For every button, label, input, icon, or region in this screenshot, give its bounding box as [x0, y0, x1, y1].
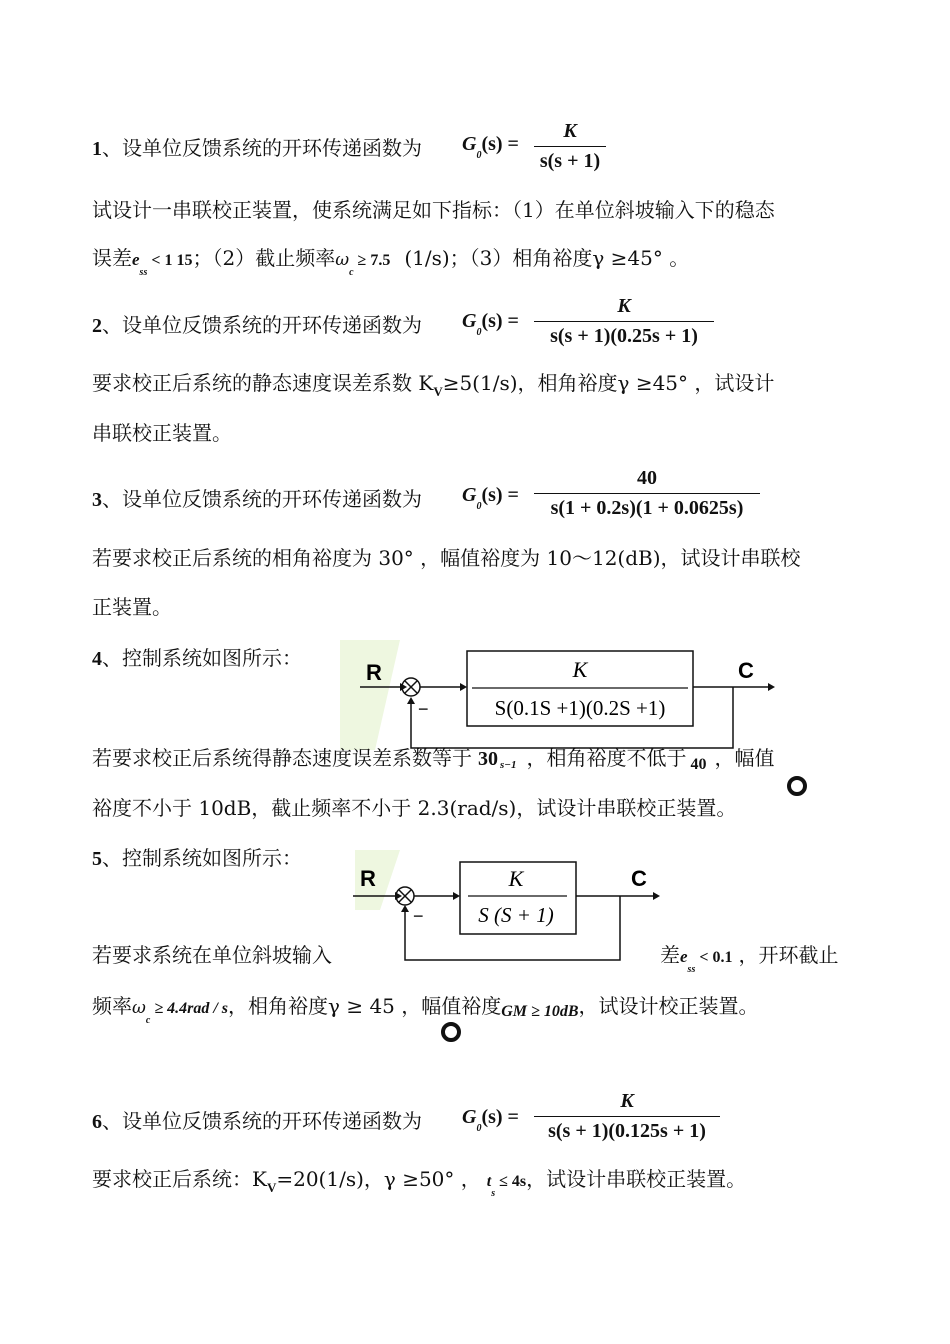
problem-6-header: 6、设单位反馈系统的开环传递函数为 [92, 1109, 422, 1133]
transfer-function-lhs: $G_0(s)$ = [462, 484, 519, 512]
problem-text-line: 要求校正后系统的静态速度误差系数 $K_V\ge 5(1/s)$，相角裕度γ ≥45° ，试设计 [92, 371, 775, 399]
problem-2-header: 2、设单位反馈系统的开环传递函数为 [92, 313, 422, 337]
block-diagram-5 [345, 850, 665, 968]
problem-text-line: 若要求校正后系统的相角裕度为 30° ，幅值裕度为 10～12(dB)，试设计串联校 [92, 546, 801, 570]
degree-symbol-mark [441, 1022, 461, 1042]
problem-text-line: 频率$\omega_c\ge 4.4rad / s$，相角裕度γ ≥ 45 ，幅值裕度GM ≥ 10dB，试设计校正装置。 [92, 994, 759, 1026]
transfer-function-fraction: 40 s(1 + 0.2s)(1 + 0.0625s) [534, 467, 760, 520]
problem-text-line: 误差$e_{ss}< 1$ 15；（2）截止频率$\omega_c\ge 7.5$ (1/s)；（3）相角裕度γ ≥45° 。 [92, 246, 690, 278]
diagram-shading [340, 640, 400, 750]
problem-5-header: 5、控制系统如图所示： [92, 846, 302, 870]
transfer-function-lhs: $G_0(s)$ = [462, 1106, 519, 1134]
problem-text-line: 要求校正后系统：$K_V=20(1/s)$，γ ≥50° ， $t_s\le 4s$，试设计串联校正装置。 [92, 1167, 747, 1199]
minus-sign: − [413, 906, 424, 926]
transfer-function-lhs: $G_0(s)$ = [462, 310, 519, 338]
problem-text-line: 试设计一串联校正装置，使系统满足如下指标：（1）在单位斜坡输入下的稳态 [92, 198, 775, 222]
block-denominator: S (S + 1) [478, 903, 554, 927]
output-label: C [738, 658, 754, 683]
degree-symbol-mark [787, 776, 807, 796]
problem-1-header [92, 135, 422, 162]
problem-text-line: 差$e_{ss}< 0.1$ ，开环截止 [660, 943, 839, 975]
problem-number: 1 [92, 138, 102, 160]
block-denominator: S(0.1S +1)(0.2S +1) [494, 696, 666, 720]
arrowhead [400, 683, 407, 691]
problem-3-header: 3、设单位反馈系统的开环传递函数为 [92, 487, 422, 511]
transfer-function-fraction: K s(s + 1) [534, 120, 606, 173]
transfer-function-lhs: $G_0(s)$ = [462, 133, 519, 161]
block-diagram-4 [340, 640, 790, 752]
problem-text-line: 正装置。 [92, 595, 172, 619]
problem-text-line: 串联校正装置。 [92, 421, 232, 445]
block-numerator: K [572, 657, 588, 682]
minus-sign: − [418, 699, 429, 719]
input-label: R [366, 660, 382, 685]
problem-intro: 、设单位反馈系统的开环传递函数为 [102, 136, 422, 160]
block-numerator: K [508, 866, 524, 891]
transfer-function-fraction: K s(s + 1)(0.125s + 1) [534, 1090, 720, 1143]
output-label: C [631, 866, 647, 891]
problem-4-header: 4、控制系统如图所示： [92, 646, 302, 670]
input-label: R [360, 866, 376, 891]
problem-text-line: 若要求校正后系统得静态速度误差系数等于 30 s−1 ，相角裕度不低于 $_{40}$ ，幅值 [92, 746, 775, 773]
transfer-function-fraction: K s(s + 1)(0.25s + 1) [534, 295, 714, 348]
problem-text-line: 裕度不小于 10dB，截止频率不小于 2.3(rad/s)，试设计串联校正装置。 [92, 796, 737, 820]
problem-text-line: 若要求系统在单位斜坡输入 [92, 943, 332, 967]
